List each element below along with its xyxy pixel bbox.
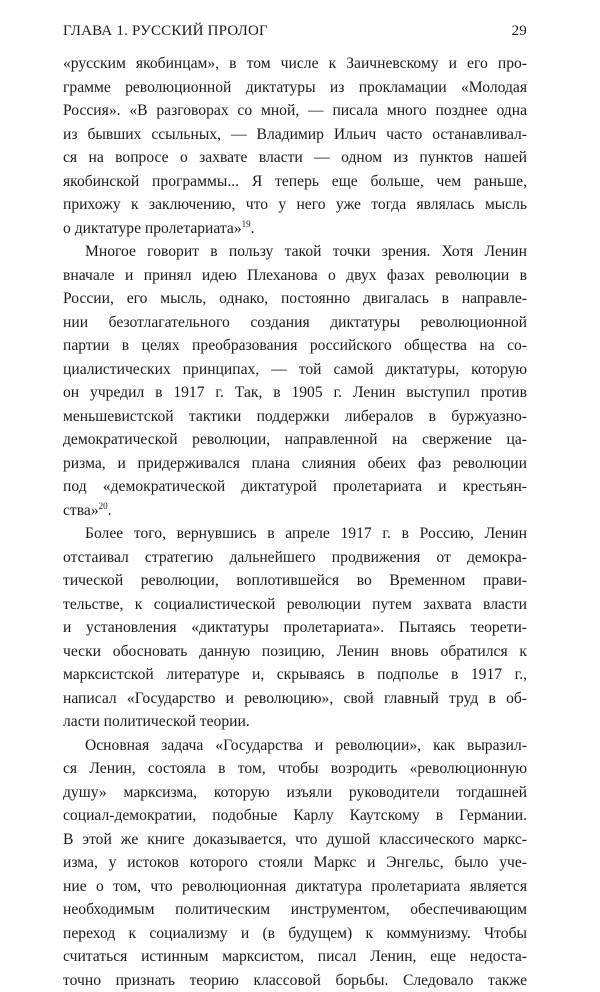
text-line: Россия». «В разговорах со мной, — писала много позднее одна — [63, 99, 527, 123]
footnote-ref: 20 — [99, 500, 108, 510]
text-line: партии в целях преобразования российского общества на со- — [63, 334, 527, 358]
text-line: считаться истинным марксистом, писал Ленин, еще недоста- — [63, 945, 527, 969]
text-line: чески обосновать данную позицию, Ленин вновь обратился к — [63, 640, 527, 664]
text-line: меньшевистской тактики поддержки либералов в буржуазно- — [63, 405, 527, 429]
text-line: ризма, и придерживался плана слияния обеих фаз революции — [63, 452, 527, 476]
text-line: ся на вопросе о захвате власти — одном из пунктов нашей — [63, 146, 527, 170]
text-line: вначале и принял идею Плеханова о двух фазах революции в — [63, 264, 527, 288]
chapter-title: ГЛАВА 1. РУССКИЙ ПРОЛОГ — [63, 22, 268, 40]
paragraph-1 — [63, 52, 527, 240]
text-line: прихожу к заключению, что у него уже тогда являлась мысль — [63, 193, 527, 217]
text-line: нии безотлагательного создания диктатуры революционной — [63, 311, 527, 335]
text-line: В этой же книге доказывается, что душой классического маркс- — [63, 828, 527, 852]
text-line: переход к социализму и (в будущем) к коммунизму. Чтобы — [63, 922, 527, 946]
text-line: ласти политической теории. — [63, 710, 527, 734]
text-line: России, его мысль, однако, постоянно двигалась в направле- — [63, 287, 527, 311]
text-line: тельстве, к социалистической революции путем захвата власти — [63, 593, 527, 617]
text-line: Более того, вернувшись в апреле 1917 г. в Россию, Ленин — [63, 522, 527, 546]
text-line: ства» — [63, 502, 99, 519]
text-line-with-footnote: о диктатуре пролетариата»$^{19}$. — [63, 217, 527, 241]
text-line: марксистской литературе и, скрываясь в подполье в 1917 г., — [63, 663, 527, 687]
text-line: изма, у истоков которого стояли Маркс и Энгельс, было уче- — [63, 851, 527, 875]
text-line: «русским якобинцам», в том числе к Заичневскому и его про- — [63, 52, 527, 76]
text-line: из бывших ссыльных, — Владимир Ильич часто останавливал- — [63, 123, 527, 147]
text-line: грамме революционной диктатуры из прокламации «Молодая — [63, 76, 527, 100]
text-line: ние о том, что революционная диктатура пролетариата является — [63, 875, 527, 899]
text-line: под «демократической диктатурой пролетариата и крестьян- — [63, 475, 527, 499]
text-line: отстаивал стратегию дальнейшего продвижения от демокра- — [63, 546, 527, 570]
page-number: 29 — [512, 22, 527, 40]
text-line: якобинской программы... Я теперь еще больше, чем раньше, — [63, 170, 527, 194]
text-line: социал-демократии, подобные Карлу Каутскому в Германии. — [63, 804, 527, 828]
paragraph-2 — [63, 240, 527, 522]
text-line: о диктатуре пролетариата» — [63, 220, 242, 237]
text-line: демократической революции, направленной на свержение ца- — [63, 428, 527, 452]
text-line: Основная задача «Государства и революции», как выразил- — [63, 734, 527, 758]
paragraph-3 — [63, 522, 527, 734]
text-line: душу» марксизма, которую изъяли руководители тогдашней — [63, 781, 527, 805]
text-line: он учредил в 1917 г. Так, в 1905 г. Ленин выступил против — [63, 381, 527, 405]
footnote-ref: 19 — [242, 218, 251, 228]
page-body — [63, 52, 527, 992]
text-line: тической революции, воплотившейся во Временном прави- — [63, 569, 527, 593]
text-line: циалистических принципах, — той самой диктатуры, которую — [63, 358, 527, 382]
text-line-with-footnote: ства»$^{20}$. — [63, 499, 527, 523]
text-line: точно признать теорию классовой борьбы. Следовало также — [63, 969, 527, 992]
text-line: Многое говорит в пользу такой точки зрения. Хотя Ленин — [63, 240, 527, 264]
text-line: и установления «диктатуры пролетариата». Пытаясь теорети- — [63, 616, 527, 640]
text-line: необходимым политическим инструментом, обеспечивающим — [63, 898, 527, 922]
text-line: написал «Государство и революцию», свой главный труд в об- — [63, 687, 527, 711]
text-line: ся Ленин, состояла в том, чтобы возродить «революционную — [63, 757, 527, 781]
paragraph-4 — [63, 734, 527, 992]
